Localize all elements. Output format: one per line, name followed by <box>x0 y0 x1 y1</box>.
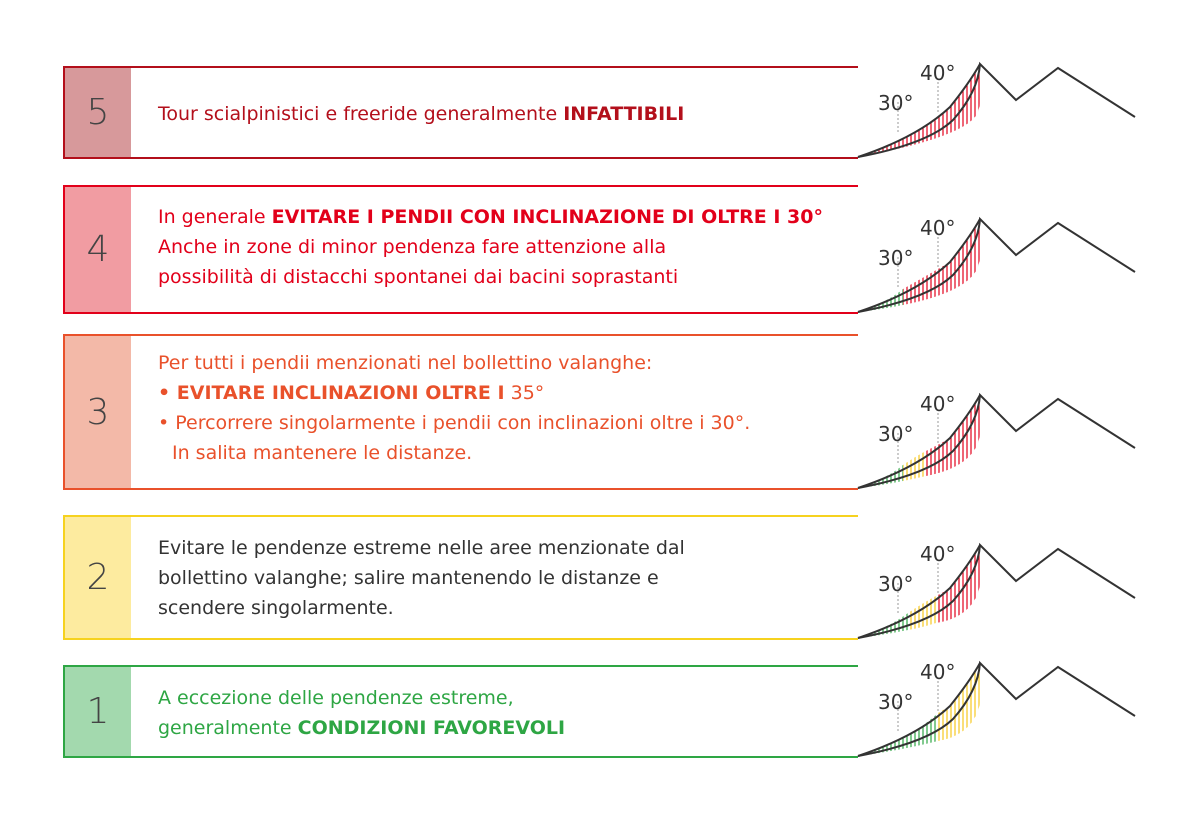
level-2-text-line1: Evitare le pendenze estreme nelle aree menzionate dal <box>158 537 685 559</box>
level-3-text-line3: • Percorrere singolarmente i pendii con inclinazioni oltre i 30°. <box>158 412 751 434</box>
level-4-slope-illustration <box>858 217 1143 315</box>
level-2-number: 2 <box>86 557 110 598</box>
level-1-text-line2-bold: CONDIZIONI FAVOREVOLI <box>297 717 566 739</box>
level-5-text-bold: INFATTIBILI <box>563 103 685 125</box>
level-3-number: 3 <box>86 391 110 433</box>
level-5-text <box>158 99 684 129</box>
level-1-text-line1: A eccezione delle pendenze estreme, <box>158 687 514 709</box>
level-1-slope-illustration <box>858 661 1143 759</box>
level-4-angle-high: 40° <box>920 216 956 240</box>
level-3-text-line1: Per tutti i pendii menzionati nel bollettino valanghe: <box>158 352 653 374</box>
level-3-text-line2-post: 35° <box>504 382 545 404</box>
level-3-text <box>158 348 750 468</box>
level-5-angle-low: 30° <box>878 91 914 115</box>
level-3-text-line4: In salita mantenere le distanze. <box>172 442 473 464</box>
level-2-slope-illustration <box>858 543 1143 641</box>
level-4-number-box <box>63 185 131 314</box>
level-2-text-line3: scendere singolarmente. <box>158 597 394 619</box>
level-5-angle-high: 40° <box>920 61 956 85</box>
level-4-text-line3: possibilità di distacchi spontanei dai bacini soprastanti <box>158 266 679 288</box>
level-4-angle-low: 30° <box>878 246 914 270</box>
level-1-number: 1 <box>86 691 110 732</box>
level-1-text-line2-pre: generalmente <box>158 717 298 739</box>
level-1-angle-low: 30° <box>878 690 914 714</box>
level-5-text-line1: Tour scialpinistici e freeride generalmente <box>158 103 564 125</box>
level-3-angle-high: 40° <box>920 392 956 416</box>
level-5-number-box <box>63 66 131 159</box>
level-4-text-line1-pre: In generale <box>158 206 272 228</box>
danger-level-2 <box>63 515 1140 640</box>
level-5-number: 5 <box>86 92 110 133</box>
danger-level-5 <box>63 61 1140 159</box>
level-5-slope-illustration <box>858 62 1143 160</box>
level-2-number-box <box>63 515 131 640</box>
level-4-text-line1-bold: EVITARE I PENDII CON INCLINAZIONE DI OLTRE I 30° <box>271 206 824 228</box>
level-1-number-box <box>63 665 131 758</box>
level-3-angle-low: 30° <box>878 422 914 446</box>
level-2-text <box>158 533 685 623</box>
level-2-angle-high: 40° <box>920 542 956 566</box>
level-4-text <box>158 202 823 292</box>
level-2-angle-low: 30° <box>878 572 914 596</box>
level-4-text-line2: Anche in zone di minor pendenza fare attenzione alla <box>158 236 667 258</box>
danger-level-4 <box>63 185 1140 314</box>
level-3-number-box <box>63 334 131 490</box>
level-4-number: 4 <box>86 229 110 270</box>
danger-level-1 <box>63 660 1140 758</box>
level-1-text <box>158 683 565 743</box>
level-3-slope-illustration <box>858 393 1143 491</box>
level-3-text-line2-bold: • EVITARE INCLINAZIONI OLTRE I <box>158 382 505 404</box>
level-1-angle-high: 40° <box>920 660 956 684</box>
danger-level-3 <box>63 334 1140 490</box>
level-2-text-line2: bollettino valanghe; salire mantenendo le distanze e <box>158 567 659 589</box>
